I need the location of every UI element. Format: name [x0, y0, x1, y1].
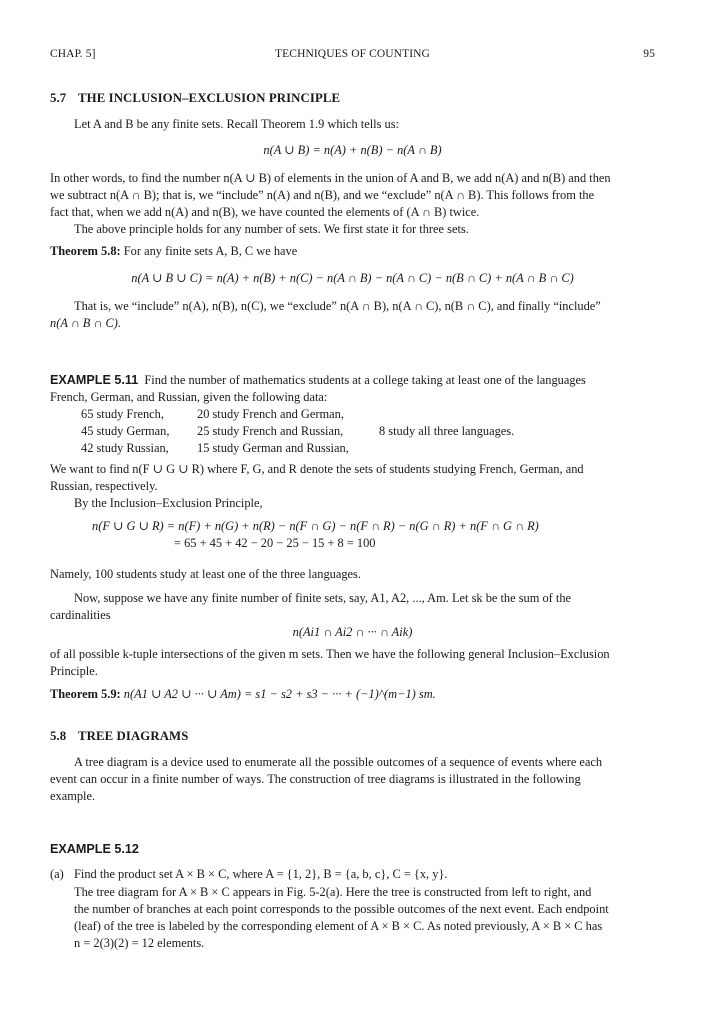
section-heading-5-7: [50, 90, 655, 107]
chapter-label: CHAP. 5]: [50, 48, 96, 60]
text-line: the number of branches at each point corresponds to the possible outcomes of the next event. Each endpoint: [74, 902, 609, 916]
intro-paragraph: Let A and B be any finite sets. Recall Theorem 1.9 which tells us:: [74, 117, 399, 131]
calculation-line-2: = 65 + 45 + 42 − 20 − 25 − 15 + 8 = 100: [174, 536, 376, 550]
text-line: In other words, to find the number n(A ∪ B) of elements in the union of A and B, we add n(A) and n(B) and then: [50, 171, 611, 185]
text-line: of all possible k-tuple intersections of the given m sets. Then we have the following general Inclusion–Exclusion: [50, 647, 610, 661]
text-line: We want to find n(F ∪ G ∪ R) where F, G, and R denote the sets of students studying French, German, and: [50, 462, 584, 476]
theorem-label: Theorem 5.9:: [50, 687, 121, 701]
text-line: That is, we “include” n(A), n(B), n(C), we “exclude” n(A ∩ B), n(A ∩ C), n(B ∩ C), and finally “include”: [74, 299, 601, 313]
part-a-body: [74, 866, 655, 952]
page-number: 95: [643, 48, 655, 60]
data-cell: 65 study French,: [81, 407, 164, 421]
text-line: n(A ∩ B ∩ C).: [50, 316, 122, 330]
theorem-text: For any finite sets A, B, C we have: [123, 244, 298, 258]
running-title: TECHNIQUES OF COUNTING: [275, 48, 430, 60]
want-paragraph: [50, 461, 655, 512]
text-line: A tree diagram is a device used to enumerate all the possible outcomes of a sequence of events where each: [74, 755, 603, 769]
text-line: Russian, respectively.: [50, 479, 158, 493]
text-line: n = 2(3)(2) = 12 elements.: [74, 936, 205, 950]
running-head: [50, 46, 655, 62]
union-formula: n(A ∪ B) = n(A) + n(B) − n(A ∩ B): [263, 143, 442, 157]
text-line: we subtract n(A ∩ B); that is, we “include” n(A) and n(B), and we “exclude” n(A ∩ B). This follows from the: [50, 188, 595, 202]
text-line: fact that, when we add n(A) and n(B), we have counted the elements of (A ∩ B) twice.: [50, 205, 480, 219]
general-paragraph: [50, 590, 655, 624]
general-paragraph-cont: [50, 646, 655, 680]
text-line: Principle.: [50, 664, 98, 678]
data-cell: 42 study Russian,: [81, 441, 169, 455]
example-5-11: [50, 372, 655, 406]
section-title: THE INCLUSION–EXCLUSION PRINCIPLE: [78, 91, 341, 105]
include-exclude-paragraph: [50, 298, 655, 332]
text-line: French, German, and Russian, given the following data:: [50, 390, 328, 404]
theorem-formula: n(A1 ∪ A2 ∪ ··· ∪ Am) = s1 − s2 + s3 − ··· + (−1)^(m−1) sm.: [123, 687, 436, 701]
k-tuple-formula: n(Ai1 ∩ Ai2 ∩ ··· ∩ Aik): [292, 625, 413, 639]
example-label: EXAMPLE 5.12: [50, 842, 139, 856]
data-cell: 25 study French and Russian,: [197, 424, 344, 438]
theorem-5-8: [50, 243, 655, 260]
part-label: (a): [50, 867, 64, 881]
section-heading-5-8: [50, 728, 655, 745]
text-line: Find the product set A × B × C, where A = {1, 2}, B = {a, b, c}, C = {x, y}.: [74, 867, 448, 881]
example-label: EXAMPLE 5.11: [50, 373, 139, 387]
data-cell: 45 study German,: [81, 424, 170, 438]
explanation-paragraph: [50, 170, 655, 238]
three-set-formula: n(A ∪ B ∪ C) = n(A) + n(B) + n(C) − n(A ∩ B) − n(A ∩ C) − n(B ∩ C) + n(A ∩ B ∩ C): [131, 271, 574, 285]
tree-diagram-paragraph: [50, 754, 655, 805]
theorem-label: Theorem 5.8:: [50, 244, 121, 258]
calculation-line-1: n(F ∪ G ∪ R) = n(F) + n(G) + n(R) − n(F ∩ G) − n(F ∩ R) − n(G ∩ R) + n(F ∩ G ∩ R): [92, 519, 539, 533]
text-line: example.: [50, 789, 96, 803]
section-number: 5.7: [50, 91, 67, 105]
text-line: Find the number of mathematics students at a college taking at least one of the languages: [144, 373, 586, 387]
text-line: The tree diagram for A × B × C appears in Fig. 5-2(a). Here the tree is constructed from left to right, and: [74, 885, 592, 899]
conclusion: Namely, 100 students study at least one of the three languages.: [50, 567, 361, 581]
section-title: TREE DIAGRAMS: [78, 729, 189, 743]
example-5-12: [50, 841, 655, 858]
data-cell: 8 study all three languages.: [379, 424, 515, 438]
text-line: Now, suppose we have any finite number of finite sets, say, A1, A2, ..., Am. Let sk be the sum of the: [74, 591, 572, 605]
text-line: event can occur in a finite number of ways. The construction of tree diagrams is illustrated in the following: [50, 772, 581, 786]
data-cell: 20 study French and German,: [197, 407, 344, 421]
text-line: By the Inclusion–Exclusion Principle,: [74, 496, 263, 510]
text-line: (leaf) of the tree is labeled by the corresponding element of A × B × C. As noted previously, A × B × C has: [74, 919, 603, 933]
text-line: The above principle holds for any number of sets. We first state it for three sets.: [74, 222, 469, 236]
data-cell: 15 study German and Russian,: [197, 441, 349, 455]
theorem-5-9: [50, 686, 655, 703]
section-number: 5.8: [50, 729, 67, 743]
text-line: cardinalities: [50, 608, 111, 622]
